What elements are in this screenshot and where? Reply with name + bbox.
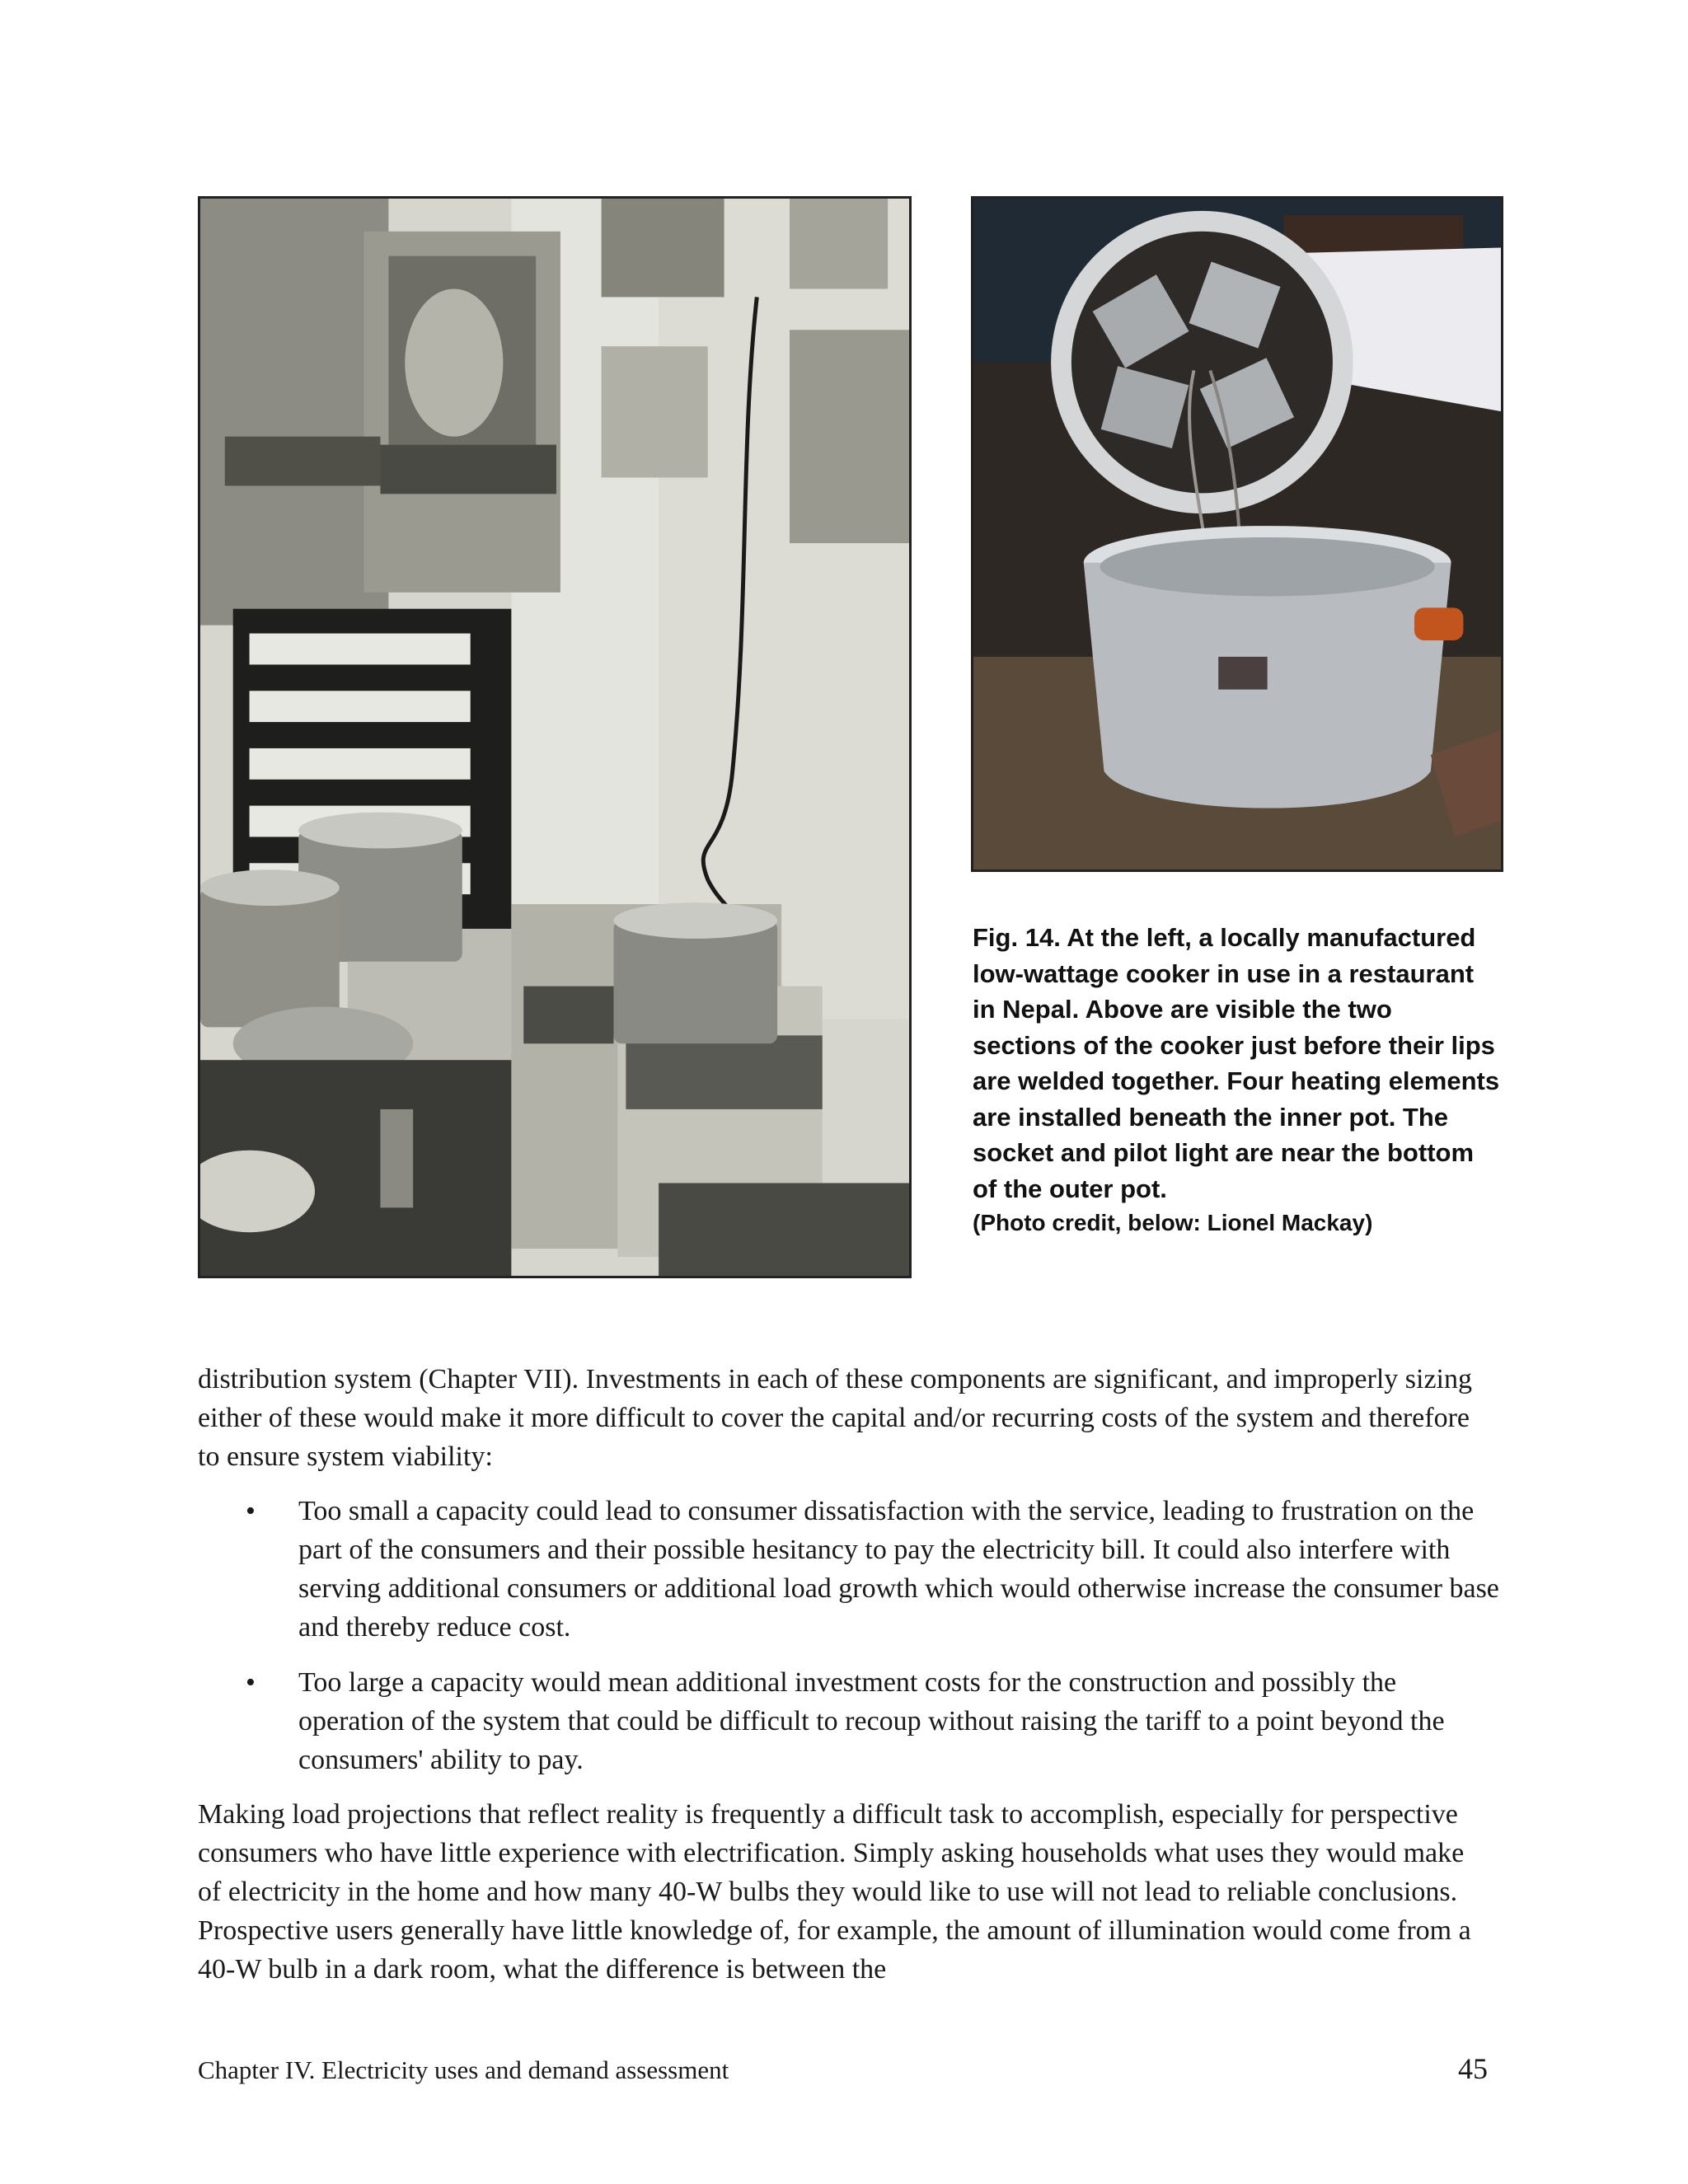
figure-caption-text: Fig. 14. At the left, a locally manufactured low-wattage cooker in use in a restaurant in Nepal. Above are visible the two sections of the cooker just before their lips are welded together. Four heating elements are installed beneath the inner pot. The socket and pilot light are near the bottom of the outer pot. [973,923,1500,1203]
restaurant-scene-illustration [200,199,909,1276]
cooker-sections-illustration [973,199,1501,869]
bullet-item-large-capacity: Too large a capacity would mean additional investment costs for the construction and possibly the operation of the system that could be difficult to recoup without raising the tariff to a point beyond the consumers' ability to pay. [298,1667,1445,1775]
page-number: 45 [1458,2052,1488,2085]
body-paragraph-1: distribution system (Chapter VII). Investments in each of these components are significant, and improperly sizing either of these would make it more difficult to cover the capital and/or recurring costs of the system and therefore to ensure system viability: [198,1364,1473,1472]
figure-caption [973,920,1500,1240]
bullet-marker-2: • [246,1667,256,1698]
bullet-marker-1: • [246,1496,256,1526]
body-paragraph-2: Making load projections that reflect reality is frequently a difficult task to accomplish, especially for perspective consumers who have little experience with electrification. Simply asking households what uses they would make of electricity in the home and how many 40-W bulbs they would like to use will not lead to reliable conclusions. Prospective users generally have little knowledge of, for example, the amount of illumination would come from a 40-W bulb in a dark room, what the difference is between the [198,1799,1471,1985]
restaurant-cooker-photo [198,196,912,1278]
photo-credit: (Photo credit, below: Lionel Mackay) [973,1210,1373,1235]
cooker-sections-photo [971,196,1503,872]
footer-chapter-title: Chapter IV. Electricity uses and demand assessment [198,2055,729,2084]
bullet-item-small-capacity: Too small a capacity could lead to consumer dissatisfaction with the service, leading to frustration on the part of the consumers and their possible hesitancy to pay the electricity bill. It could also interfere with serving additional consumers or additional load growth which would otherwise increase the consumer base and thereby reduce cost. [298,1496,1499,1643]
